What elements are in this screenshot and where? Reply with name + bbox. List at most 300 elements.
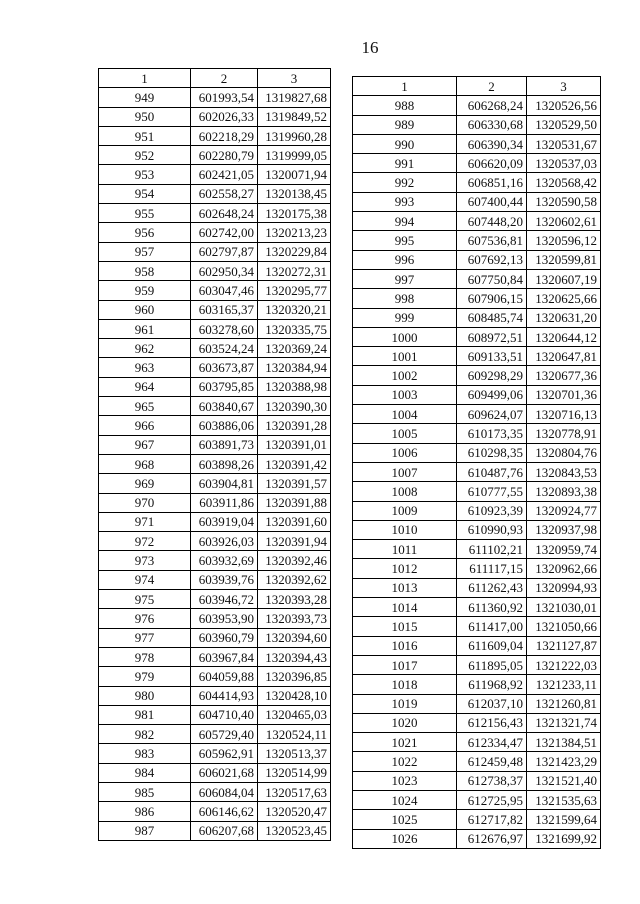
table-row (353, 424, 601, 443)
cell-point-number: 963 (99, 358, 191, 377)
table-row (353, 327, 601, 346)
cell-point-number: 958 (99, 261, 191, 280)
cell-point-number: 1016 (353, 636, 457, 655)
cell-point-number: 954 (99, 184, 191, 203)
table-row (353, 790, 601, 809)
cell-point-number: 1026 (353, 829, 457, 848)
cell-x-coordinate: 603939,76 (191, 570, 258, 589)
cell-y-coordinate: 1320531,67 (527, 134, 601, 153)
table-row (99, 802, 331, 821)
cell-y-coordinate: 1320529,50 (527, 115, 601, 134)
cell-x-coordinate: 606851,16 (457, 173, 527, 192)
cell-point-number: 962 (99, 339, 191, 358)
cell-x-coordinate: 606390,34 (457, 134, 527, 153)
column-header-x: 2 (457, 77, 527, 96)
cell-y-coordinate: 1320071,94 (258, 165, 331, 184)
table-row (99, 146, 331, 165)
cell-point-number: 1017 (353, 655, 457, 674)
cell-point-number: 972 (99, 532, 191, 551)
table-row (99, 223, 331, 242)
cell-point-number: 980 (99, 686, 191, 705)
cell-x-coordinate: 610923,39 (457, 501, 527, 520)
cell-y-coordinate: 1321599,64 (527, 810, 601, 829)
cell-x-coordinate: 609298,29 (457, 366, 527, 385)
cell-y-coordinate: 1320893,38 (527, 482, 601, 501)
cell-point-number: 993 (353, 192, 457, 211)
cell-point-number: 969 (99, 474, 191, 493)
cell-y-coordinate: 1320959,74 (527, 540, 601, 559)
cell-point-number: 1022 (353, 752, 457, 771)
cell-point-number: 967 (99, 435, 191, 454)
cell-x-coordinate: 603911,86 (191, 493, 258, 512)
table-row (99, 435, 331, 454)
table-row (99, 107, 331, 126)
cell-x-coordinate: 603795,85 (191, 377, 258, 396)
table-row (353, 578, 601, 597)
cell-point-number: 1025 (353, 810, 457, 829)
cell-point-number: 1015 (353, 617, 457, 636)
cell-x-coordinate: 611968,92 (457, 675, 527, 694)
cell-x-coordinate: 612156,43 (457, 713, 527, 732)
table-row (99, 821, 331, 840)
cell-x-coordinate: 612037,10 (457, 694, 527, 713)
cell-x-coordinate: 610298,35 (457, 443, 527, 462)
cell-y-coordinate: 1320524,11 (258, 725, 331, 744)
table-row (99, 319, 331, 338)
table-row (99, 261, 331, 280)
table-row (353, 520, 601, 539)
cell-y-coordinate: 1320804,76 (527, 443, 601, 462)
table-row (99, 590, 331, 609)
table-row (99, 705, 331, 724)
cell-point-number: 950 (99, 107, 191, 126)
column-header-y: 3 (527, 77, 601, 96)
cell-y-coordinate: 1320369,24 (258, 339, 331, 358)
table-row (353, 192, 601, 211)
cell-y-coordinate: 1320390,30 (258, 397, 331, 416)
cell-x-coordinate: 603919,04 (191, 512, 258, 531)
table-row (99, 339, 331, 358)
cell-y-coordinate: 1320384,94 (258, 358, 331, 377)
cell-point-number: 1014 (353, 598, 457, 617)
table-row (99, 686, 331, 705)
cell-x-coordinate: 607692,13 (457, 250, 527, 269)
table-row (353, 134, 601, 153)
cell-y-coordinate: 1321222,03 (527, 655, 601, 674)
cell-y-coordinate: 1320388,98 (258, 377, 331, 396)
cell-point-number: 978 (99, 647, 191, 666)
table-row (353, 366, 601, 385)
cell-point-number: 996 (353, 250, 457, 269)
cell-x-coordinate: 607750,84 (457, 269, 527, 288)
table-row (99, 647, 331, 666)
cell-point-number: 1019 (353, 694, 457, 713)
table-row (99, 532, 331, 551)
cell-x-coordinate: 604059,88 (191, 667, 258, 686)
cell-x-coordinate: 602558,27 (191, 184, 258, 203)
table-row (353, 443, 601, 462)
cell-x-coordinate: 603967,84 (191, 647, 258, 666)
cell-x-coordinate: 609499,06 (457, 385, 527, 404)
cell-point-number: 999 (353, 308, 457, 327)
cell-y-coordinate: 1320937,98 (527, 520, 601, 539)
cell-point-number: 961 (99, 319, 191, 338)
cell-x-coordinate: 612738,37 (457, 771, 527, 790)
cell-y-coordinate: 1320392,62 (258, 570, 331, 589)
cell-x-coordinate: 607906,15 (457, 289, 527, 308)
cell-point-number: 985 (99, 782, 191, 801)
cell-x-coordinate: 603165,37 (191, 300, 258, 319)
cell-point-number: 994 (353, 212, 457, 231)
cell-point-number: 1010 (353, 520, 457, 539)
cell-x-coordinate: 602280,79 (191, 146, 258, 165)
table-row (99, 628, 331, 647)
cell-point-number: 957 (99, 242, 191, 261)
table-row (99, 165, 331, 184)
cell-y-coordinate: 1320392,46 (258, 551, 331, 570)
cell-y-coordinate: 1320393,73 (258, 609, 331, 628)
cell-y-coordinate: 1320272,31 (258, 261, 331, 280)
cell-y-coordinate: 1320526,56 (527, 96, 601, 115)
cell-x-coordinate: 611117,15 (457, 559, 527, 578)
cell-y-coordinate: 1320175,38 (258, 204, 331, 223)
table-row (99, 377, 331, 396)
cell-point-number: 983 (99, 744, 191, 763)
cell-y-coordinate: 1321050,66 (527, 617, 601, 636)
cell-point-number: 1003 (353, 385, 457, 404)
table-row (99, 88, 331, 107)
table-row (99, 609, 331, 628)
table-row (353, 231, 601, 250)
table-row (99, 474, 331, 493)
cell-y-coordinate: 1320391,01 (258, 435, 331, 454)
cell-x-coordinate: 602797,87 (191, 242, 258, 261)
table-row (353, 154, 601, 173)
table-row (99, 281, 331, 300)
cell-point-number: 960 (99, 300, 191, 319)
cell-y-coordinate: 1319999,05 (258, 146, 331, 165)
cell-point-number: 1018 (353, 675, 457, 694)
column-header-point-number: 1 (353, 77, 457, 96)
cell-y-coordinate: 1320701,36 (527, 385, 601, 404)
cell-x-coordinate: 606268,24 (457, 96, 527, 115)
cell-point-number: 955 (99, 204, 191, 223)
cell-y-coordinate: 1320644,12 (527, 327, 601, 346)
cell-y-coordinate: 1320596,12 (527, 231, 601, 250)
table-row (99, 570, 331, 589)
cell-x-coordinate: 603953,90 (191, 609, 258, 628)
cell-x-coordinate: 602742,00 (191, 223, 258, 242)
cell-x-coordinate: 611895,05 (457, 655, 527, 674)
table-row (353, 250, 601, 269)
cell-y-coordinate: 1320513,37 (258, 744, 331, 763)
cell-point-number: 1008 (353, 482, 457, 501)
coordinates-table-left (98, 68, 331, 841)
cell-x-coordinate: 606021,68 (191, 763, 258, 782)
table-row (99, 763, 331, 782)
cell-point-number: 1024 (353, 790, 457, 809)
table-row (353, 269, 601, 288)
table-row (353, 289, 601, 308)
cell-x-coordinate: 602218,29 (191, 126, 258, 145)
cell-x-coordinate: 607536,81 (457, 231, 527, 250)
cell-x-coordinate: 610990,93 (457, 520, 527, 539)
cell-y-coordinate: 1320465,03 (258, 705, 331, 724)
table-row (353, 771, 601, 790)
cell-y-coordinate: 1319849,52 (258, 107, 331, 126)
table-row (353, 559, 601, 578)
cell-point-number: 995 (353, 231, 457, 250)
cell-y-coordinate: 1320520,47 (258, 802, 331, 821)
cell-y-coordinate: 1320391,28 (258, 416, 331, 435)
cell-y-coordinate: 1320568,42 (527, 173, 601, 192)
cell-x-coordinate: 603932,69 (191, 551, 258, 570)
table-row (99, 242, 331, 261)
column-header-x: 2 (191, 69, 258, 88)
cell-x-coordinate: 606620,09 (457, 154, 527, 173)
cell-x-coordinate: 610487,76 (457, 462, 527, 481)
cell-point-number: 990 (353, 134, 457, 153)
cell-y-coordinate: 1320590,58 (527, 192, 601, 211)
cell-y-coordinate: 1321535,63 (527, 790, 601, 809)
cell-y-coordinate: 1320391,42 (258, 454, 331, 473)
cell-point-number: 998 (353, 289, 457, 308)
cell-y-coordinate: 1321699,92 (527, 829, 601, 848)
cell-point-number: 1000 (353, 327, 457, 346)
cell-point-number: 1012 (353, 559, 457, 578)
cell-point-number: 986 (99, 802, 191, 821)
cell-point-number: 1006 (353, 443, 457, 462)
cell-y-coordinate: 1320843,53 (527, 462, 601, 481)
table-row (99, 454, 331, 473)
cell-point-number: 1013 (353, 578, 457, 597)
cell-point-number: 952 (99, 146, 191, 165)
cell-x-coordinate: 611609,04 (457, 636, 527, 655)
cell-y-coordinate: 1320514,99 (258, 763, 331, 782)
cell-point-number: 959 (99, 281, 191, 300)
table-row (353, 675, 601, 694)
cell-y-coordinate: 1320647,81 (527, 347, 601, 366)
cell-y-coordinate: 1320716,13 (527, 405, 601, 424)
cell-y-coordinate: 1321233,11 (527, 675, 601, 694)
cell-point-number: 1005 (353, 424, 457, 443)
cell-x-coordinate: 602648,24 (191, 204, 258, 223)
cell-point-number: 968 (99, 454, 191, 473)
cell-x-coordinate: 605729,40 (191, 725, 258, 744)
cell-x-coordinate: 603926,03 (191, 532, 258, 551)
table-row (99, 551, 331, 570)
cell-y-coordinate: 1320924,77 (527, 501, 601, 520)
cell-x-coordinate: 608972,51 (457, 327, 527, 346)
cell-x-coordinate: 610173,35 (457, 424, 527, 443)
cell-y-coordinate: 1320229,84 (258, 242, 331, 261)
table-row (353, 617, 601, 636)
cell-y-coordinate: 1320625,66 (527, 289, 601, 308)
table-row (353, 173, 601, 192)
cell-point-number: 956 (99, 223, 191, 242)
cell-x-coordinate: 606207,68 (191, 821, 258, 840)
cell-x-coordinate: 606084,04 (191, 782, 258, 801)
cell-y-coordinate: 1321521,40 (527, 771, 601, 790)
table-row (99, 126, 331, 145)
table-row (99, 204, 331, 223)
cell-point-number: 971 (99, 512, 191, 531)
cell-point-number: 977 (99, 628, 191, 647)
cell-x-coordinate: 603840,67 (191, 397, 258, 416)
cell-point-number: 973 (99, 551, 191, 570)
cell-x-coordinate: 612676,97 (457, 829, 527, 848)
cell-x-coordinate: 609133,51 (457, 347, 527, 366)
cell-x-coordinate: 611360,92 (457, 598, 527, 617)
cell-y-coordinate: 1321384,51 (527, 733, 601, 752)
cell-x-coordinate: 603898,26 (191, 454, 258, 473)
cell-y-coordinate: 1320428,10 (258, 686, 331, 705)
table-row (353, 752, 601, 771)
cell-x-coordinate: 606146,62 (191, 802, 258, 821)
table-row (353, 405, 601, 424)
table-row (353, 462, 601, 481)
cell-x-coordinate: 611102,21 (457, 540, 527, 559)
table-row (99, 512, 331, 531)
cell-y-coordinate: 1320396,85 (258, 667, 331, 686)
column-header-point-number: 1 (99, 69, 191, 88)
cell-point-number: 1020 (353, 713, 457, 732)
cell-point-number: 964 (99, 377, 191, 396)
table-row (353, 96, 601, 115)
cell-point-number: 1023 (353, 771, 457, 790)
cell-x-coordinate: 603047,46 (191, 281, 258, 300)
cell-point-number: 970 (99, 493, 191, 512)
cell-y-coordinate: 1320517,63 (258, 782, 331, 801)
cell-point-number: 987 (99, 821, 191, 840)
cell-y-coordinate: 1320391,94 (258, 532, 331, 551)
cell-y-coordinate: 1321030,01 (527, 598, 601, 617)
cell-point-number: 992 (353, 173, 457, 192)
cell-point-number: 1021 (353, 733, 457, 752)
cell-x-coordinate: 612717,82 (457, 810, 527, 829)
cell-y-coordinate: 1319960,28 (258, 126, 331, 145)
cell-y-coordinate: 1320391,60 (258, 512, 331, 531)
cell-x-coordinate: 603886,06 (191, 416, 258, 435)
cell-x-coordinate: 611417,00 (457, 617, 527, 636)
table-header-row (99, 69, 331, 88)
cell-x-coordinate: 606330,68 (457, 115, 527, 134)
column-header-y: 3 (258, 69, 331, 88)
table-row (353, 636, 601, 655)
cell-point-number: 982 (99, 725, 191, 744)
cell-point-number: 989 (353, 115, 457, 134)
cell-point-number: 991 (353, 154, 457, 173)
cell-y-coordinate: 1321423,29 (527, 752, 601, 771)
table-row (353, 655, 601, 674)
cell-y-coordinate: 1320607,19 (527, 269, 601, 288)
cell-point-number: 1001 (353, 347, 457, 366)
cell-y-coordinate: 1320138,45 (258, 184, 331, 203)
cell-x-coordinate: 603960,79 (191, 628, 258, 647)
cell-y-coordinate: 1320602,61 (527, 212, 601, 231)
cell-y-coordinate: 1321127,87 (527, 636, 601, 655)
cell-x-coordinate: 608485,74 (457, 308, 527, 327)
cell-y-coordinate: 1320213,23 (258, 223, 331, 242)
cell-y-coordinate: 1320631,20 (527, 308, 601, 327)
table-row (99, 300, 331, 319)
cell-y-coordinate: 1320962,66 (527, 559, 601, 578)
cell-x-coordinate: 610777,55 (457, 482, 527, 501)
cell-x-coordinate: 607400,44 (457, 192, 527, 211)
cell-y-coordinate: 1320391,88 (258, 493, 331, 512)
cell-y-coordinate: 1320394,60 (258, 628, 331, 647)
table-row (353, 810, 601, 829)
table-row (353, 385, 601, 404)
cell-y-coordinate: 1320391,57 (258, 474, 331, 493)
cell-x-coordinate: 603278,60 (191, 319, 258, 338)
cell-y-coordinate: 1320599,81 (527, 250, 601, 269)
table-row (99, 744, 331, 763)
cell-x-coordinate: 603891,73 (191, 435, 258, 454)
cell-point-number: 974 (99, 570, 191, 589)
cell-x-coordinate: 604414,93 (191, 686, 258, 705)
table-row (99, 184, 331, 203)
table-row (353, 598, 601, 617)
cell-point-number: 951 (99, 126, 191, 145)
cell-y-coordinate: 1320320,21 (258, 300, 331, 319)
table-row (353, 308, 601, 327)
table-row (99, 416, 331, 435)
cell-point-number: 949 (99, 88, 191, 107)
cell-point-number: 975 (99, 590, 191, 609)
cell-y-coordinate: 1321321,74 (527, 713, 601, 732)
cell-y-coordinate: 1320394,43 (258, 647, 331, 666)
table-row (353, 501, 601, 520)
cell-point-number: 981 (99, 705, 191, 724)
cell-point-number: 953 (99, 165, 191, 184)
table-row (353, 733, 601, 752)
cell-x-coordinate: 612725,95 (457, 790, 527, 809)
cell-point-number: 966 (99, 416, 191, 435)
cell-point-number: 976 (99, 609, 191, 628)
page-number: 16 (361, 38, 379, 57)
cell-y-coordinate: 1320778,91 (527, 424, 601, 443)
cell-x-coordinate: 603524,24 (191, 339, 258, 358)
cell-x-coordinate: 607448,20 (457, 212, 527, 231)
cell-point-number: 1009 (353, 501, 457, 520)
cell-x-coordinate: 609624,07 (457, 405, 527, 424)
table-row (353, 713, 601, 732)
cell-x-coordinate: 603946,72 (191, 590, 258, 609)
table-header-row (353, 77, 601, 96)
table-row (99, 397, 331, 416)
cell-point-number: 1007 (353, 462, 457, 481)
table-row (353, 115, 601, 134)
table-row (353, 347, 601, 366)
cell-point-number: 997 (353, 269, 457, 288)
table-row (99, 667, 331, 686)
cell-x-coordinate: 601993,54 (191, 88, 258, 107)
coordinates-table-right (352, 76, 601, 849)
cell-y-coordinate: 1320994,93 (527, 578, 601, 597)
cell-y-coordinate: 1319827,68 (258, 88, 331, 107)
table-row (99, 358, 331, 377)
cell-x-coordinate: 605962,91 (191, 744, 258, 763)
cell-y-coordinate: 1321260,81 (527, 694, 601, 713)
cell-x-coordinate: 612459,48 (457, 752, 527, 771)
cell-x-coordinate: 603904,81 (191, 474, 258, 493)
cell-x-coordinate: 604710,40 (191, 705, 258, 724)
cell-y-coordinate: 1320523,45 (258, 821, 331, 840)
cell-x-coordinate: 602026,33 (191, 107, 258, 126)
cell-x-coordinate: 612334,47 (457, 733, 527, 752)
cell-x-coordinate: 602950,34 (191, 261, 258, 280)
